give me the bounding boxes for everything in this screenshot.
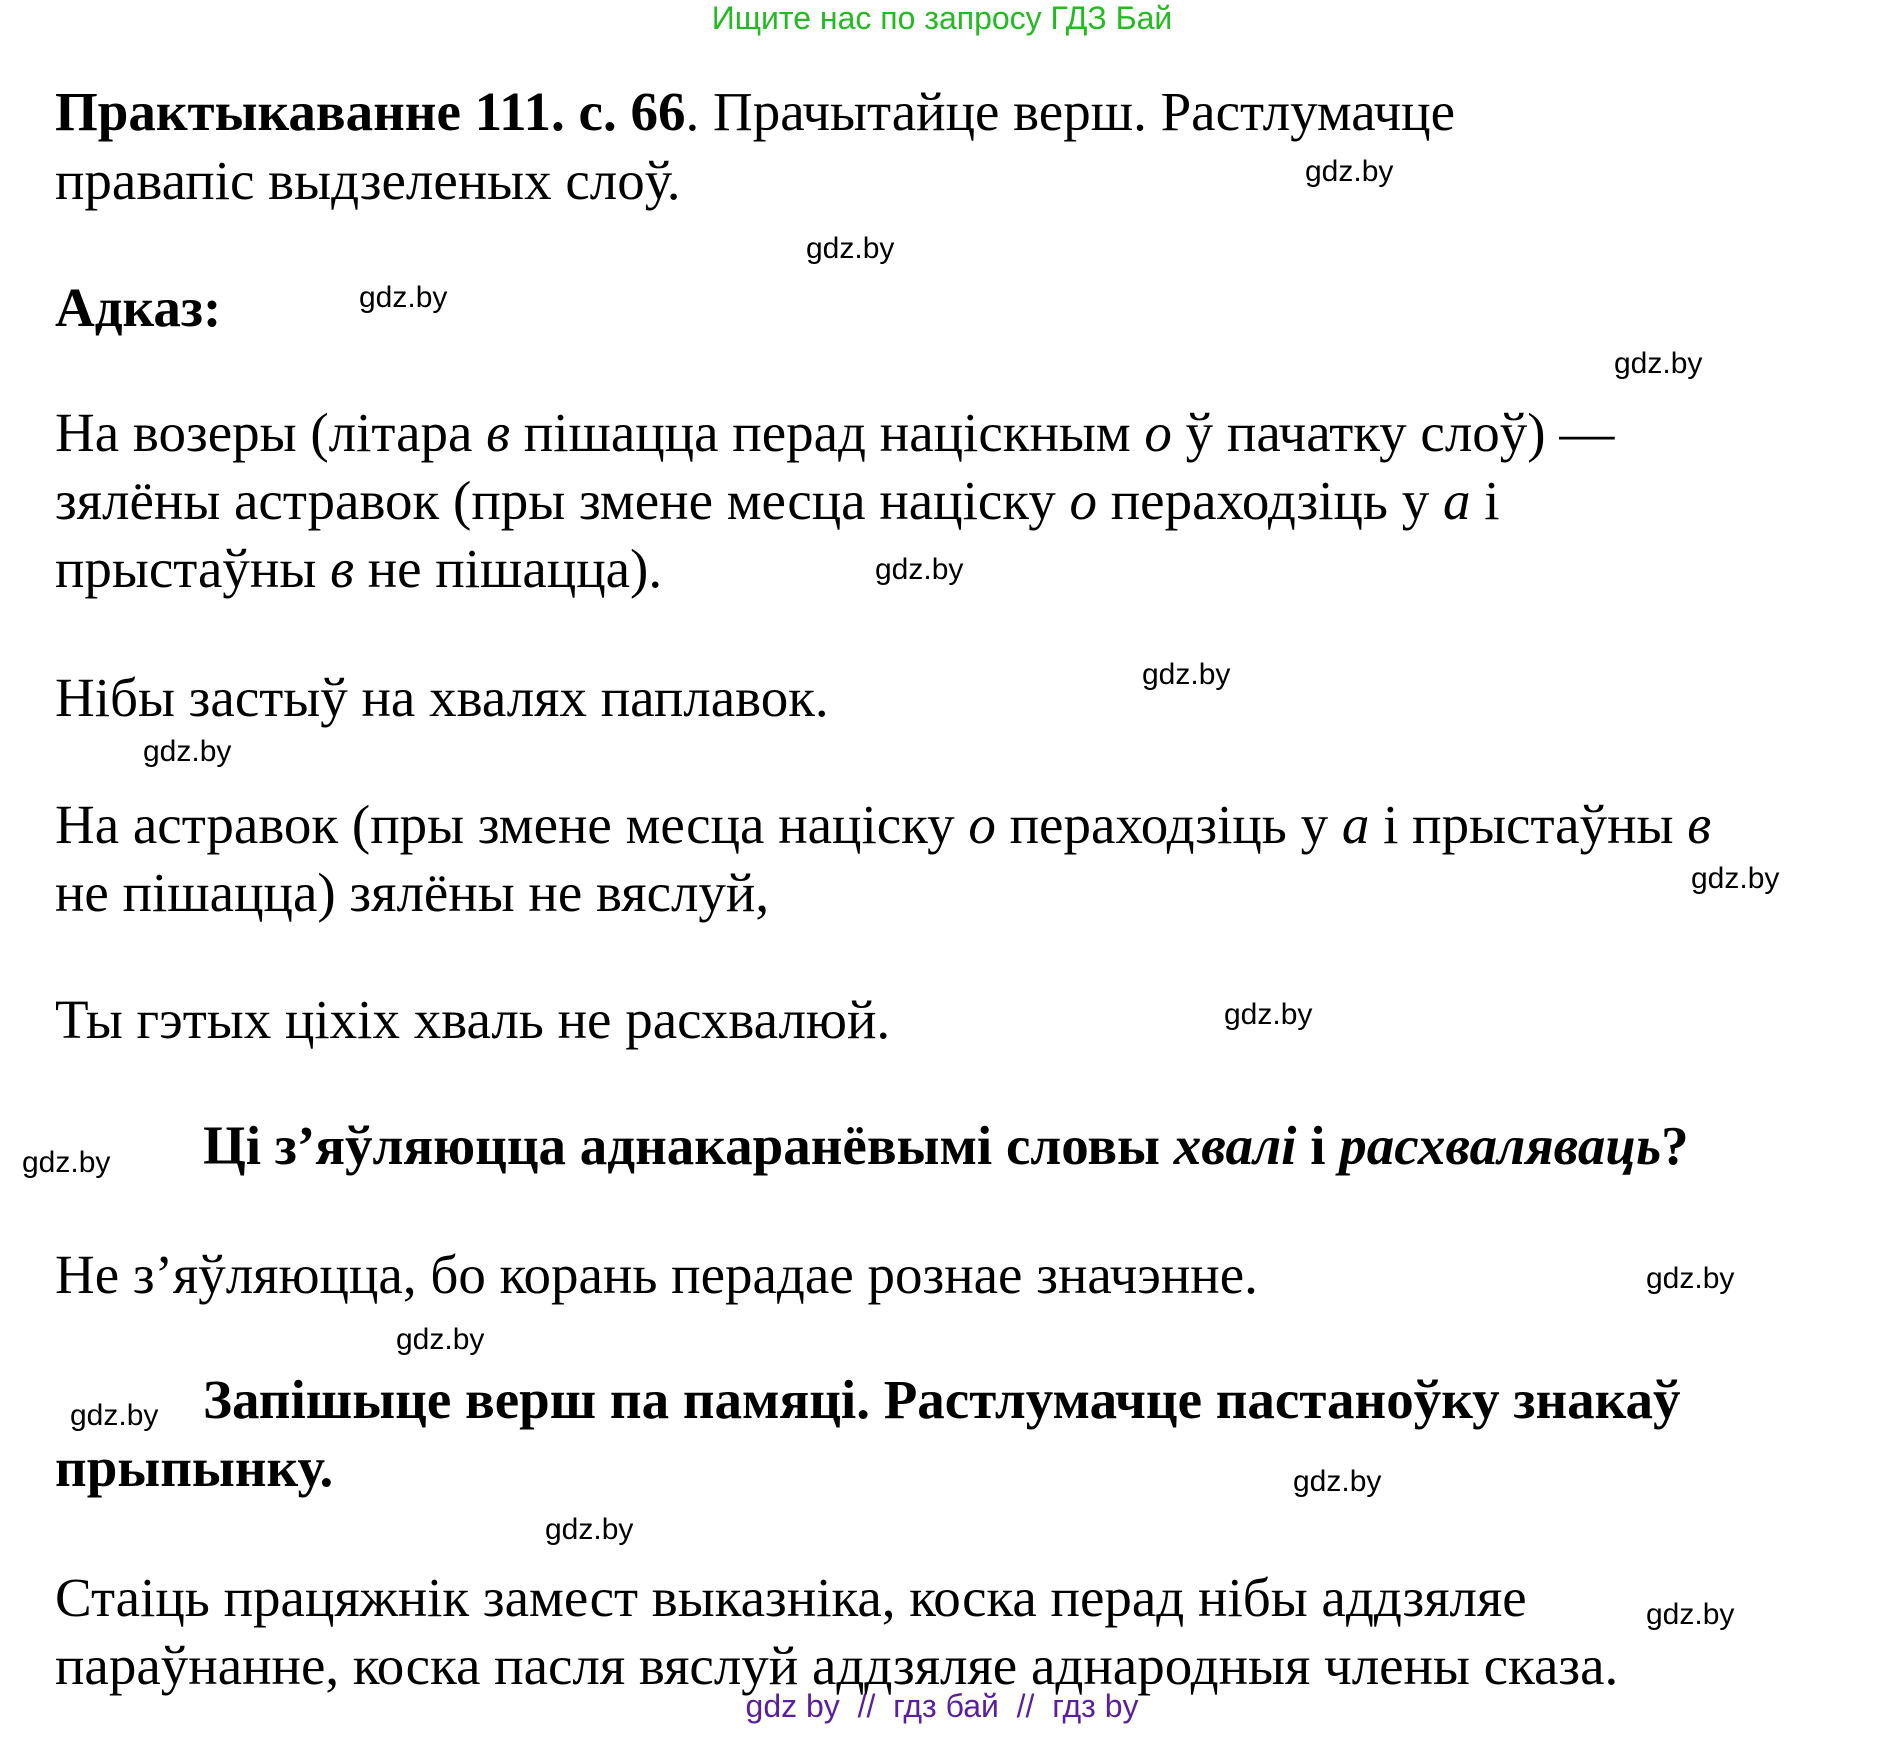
text-fragment: і	[1470, 470, 1500, 531]
watermark: gdz.by	[1646, 1598, 1735, 1631]
exercise-title	[55, 81, 1456, 142]
footer-links: gdz by // гдз бай // гдз by	[745, 1688, 1139, 1724]
text-fragment: пішацца перад націскным	[510, 402, 1145, 463]
italic-word: хвалі	[1173, 1115, 1297, 1176]
watermark: gdz.by	[1691, 862, 1780, 895]
question2-line1: Запішыце верш па памяці. Растлумачце пастаноўку знакаў	[203, 1369, 1681, 1430]
poem-line-nibi: Нібы застыў на хвалях паплавок.	[55, 667, 829, 728]
italic-letter: о	[968, 794, 996, 855]
text-fragment: зялёны астравок (пры змене месца націску	[55, 470, 1070, 531]
exercise-number: Практыкаванне 111. с. 66	[55, 81, 686, 142]
italic-letter: в	[330, 538, 354, 599]
text-fragment: Ці з’яўляюцца аднакаранёвымі словы	[203, 1115, 1174, 1176]
watermark: gdz.by	[396, 1323, 485, 1356]
watermark: gdz.by	[1224, 998, 1313, 1031]
italic-letter: о	[1144, 402, 1172, 463]
answer-label: Адказ:	[55, 277, 222, 338]
italic-letter: в	[1687, 794, 1712, 855]
italic-letter: а	[1341, 794, 1370, 855]
watermark: gdz.by	[1142, 658, 1231, 691]
top-banner: Ищите нас по запросу ГДЗ Бай	[711, 0, 1173, 36]
watermark: gdz.by	[545, 1513, 634, 1546]
italic-word: расхваляваць	[1339, 1115, 1662, 1176]
answer1: Не з’яўляюцца, бо корань перадае рознае значэнне.	[55, 1244, 1258, 1305]
answer-para1-line3	[55, 538, 663, 599]
watermark: gdz.by	[22, 1146, 111, 1179]
text-fragment: пераходзіць у	[995, 794, 1342, 855]
answer2-line1: Стаіць працяжнік замест выказніка, коска перад нібы аддзяляе	[55, 1567, 1527, 1628]
watermark: gdz.by	[806, 232, 895, 265]
text-fragment: пераходзіць у	[1097, 470, 1444, 531]
text-fragment: прыстаўны	[55, 538, 331, 599]
answer-para2-line1	[55, 794, 1712, 855]
text-fragment: ?	[1661, 1115, 1689, 1176]
watermark: gdz.by	[1614, 347, 1703, 380]
text-fragment: На возеры (літара	[55, 402, 487, 463]
exercise-task: . Прачытайце верш. Растлумачце	[685, 81, 1456, 142]
watermark: gdz.by	[875, 553, 964, 586]
watermark: gdz.by	[359, 281, 448, 314]
italic-letter: а	[1443, 470, 1471, 531]
text-fragment: і прыстаўны	[1369, 794, 1688, 855]
watermark: gdz.by	[143, 735, 232, 768]
exercise-task-line2: правапіс выдзеленых слоў.	[55, 150, 681, 211]
text-fragment: ў пачатку слоў) —	[1171, 402, 1615, 463]
answer-para1-line1	[55, 402, 1615, 463]
answer-para1-line2	[55, 470, 1500, 531]
answer2-line2: параўнанне, коска пасля вяслуй аддзяляе аднародныя члены сказа.	[55, 1635, 1619, 1696]
poem-line-ty: Ты гэтых ціхіх хваль не расхвалюй.	[55, 989, 891, 1050]
italic-letter: о	[1069, 470, 1097, 531]
text-fragment: і	[1296, 1115, 1340, 1176]
watermark: gdz.by	[1646, 1262, 1735, 1295]
text-fragment: не пішацца).	[353, 538, 663, 599]
answer-para2-line2: не пішацца) зялёны не вяслуй,	[55, 862, 770, 923]
italic-letter: в	[486, 402, 511, 463]
text-fragment: На астравок (пры змене месца націску	[55, 794, 969, 855]
question1	[203, 1115, 1689, 1176]
question2-line2: прыпынку.	[55, 1437, 334, 1498]
watermark: gdz.by	[1305, 155, 1394, 188]
watermark: gdz.by	[1293, 1465, 1382, 1498]
watermark: gdz.by	[70, 1399, 159, 1432]
